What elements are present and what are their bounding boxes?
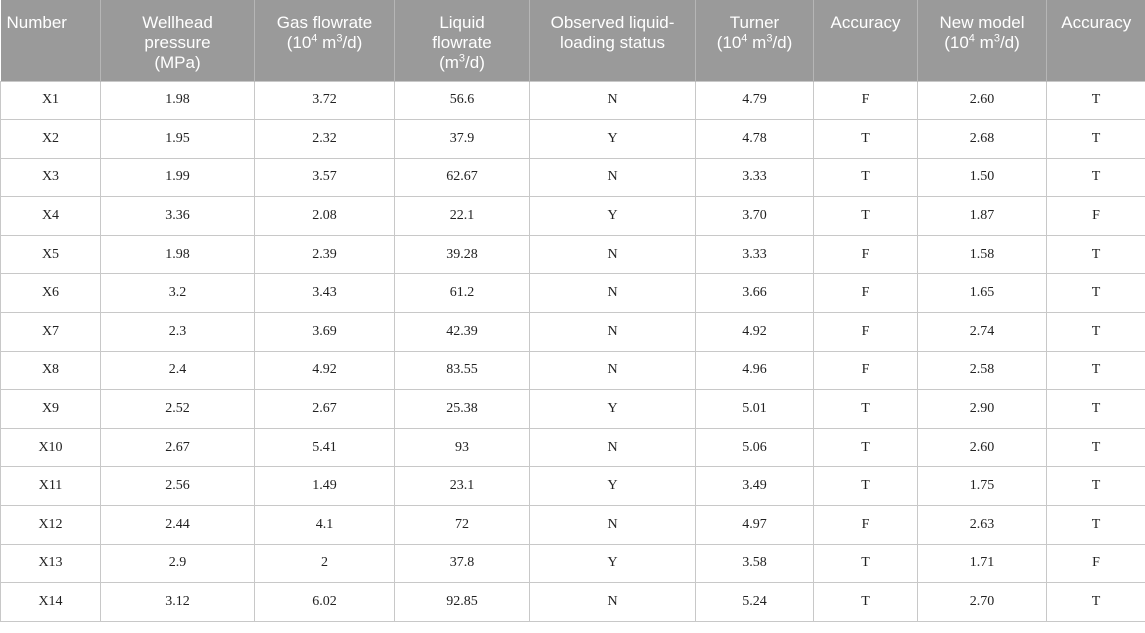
- cell-liquid-flowrate: 37.8: [395, 544, 530, 583]
- cell-new-model: 1.71: [918, 544, 1047, 583]
- cell-gas-flowrate: 2.08: [255, 197, 395, 236]
- cell-gas-flowrate: 2.32: [255, 120, 395, 159]
- cell-gas-flowrate: 5.41: [255, 428, 395, 467]
- header-row: [1, 0, 1145, 81]
- cell-wellhead-pressure: 2.3: [101, 313, 255, 352]
- cell-new-model: 2.90: [918, 390, 1047, 429]
- cell-observed-status: Y: [530, 467, 696, 506]
- cell-turner: 3.33: [696, 158, 814, 197]
- cell-new-model: 1.87: [918, 197, 1047, 236]
- cell-wellhead-pressure: 1.95: [101, 120, 255, 159]
- cell-wellhead-pressure: 1.98: [101, 235, 255, 274]
- table-row: [1, 467, 1145, 506]
- cell-new-model: 1.75: [918, 467, 1047, 506]
- cell-observed-status: N: [530, 351, 696, 390]
- cell-observed-status: Y: [530, 544, 696, 583]
- cell-accuracy-new-model: T: [1047, 390, 1145, 429]
- table-row: [1, 120, 1145, 159]
- cell-wellhead-pressure: 3.12: [101, 583, 255, 622]
- cell-accuracy-turner: T: [814, 428, 918, 467]
- cell-gas-flowrate: 3.72: [255, 81, 395, 120]
- table-row: [1, 81, 1145, 120]
- cell-observed-status: N: [530, 583, 696, 622]
- cell-liquid-flowrate: 39.28: [395, 235, 530, 274]
- cell-number: X8: [1, 351, 101, 390]
- cell-wellhead-pressure: 2.9: [101, 544, 255, 583]
- cell-number: X2: [1, 120, 101, 159]
- cell-observed-status: N: [530, 428, 696, 467]
- table-row: [1, 506, 1145, 545]
- cell-wellhead-pressure: 2.56: [101, 467, 255, 506]
- cell-number: X1: [1, 81, 101, 120]
- cell-accuracy-new-model: T: [1047, 158, 1145, 197]
- cell-accuracy-turner: F: [814, 351, 918, 390]
- cell-wellhead-pressure: 1.99: [101, 158, 255, 197]
- cell-accuracy-new-model: T: [1047, 120, 1145, 159]
- cell-turner: 5.06: [696, 428, 814, 467]
- cell-accuracy-turner: F: [814, 506, 918, 545]
- cell-liquid-flowrate: 25.38: [395, 390, 530, 429]
- table-row: [1, 351, 1145, 390]
- cell-number: X10: [1, 428, 101, 467]
- table-row: [1, 544, 1145, 583]
- cell-accuracy-turner: T: [814, 583, 918, 622]
- cell-accuracy-turner: T: [814, 467, 918, 506]
- cell-accuracy-new-model: T: [1047, 506, 1145, 545]
- cell-number: X13: [1, 544, 101, 583]
- cell-accuracy-turner: T: [814, 120, 918, 159]
- cell-number: X14: [1, 583, 101, 622]
- cell-turner: 5.24: [696, 583, 814, 622]
- cell-accuracy-turner: F: [814, 313, 918, 352]
- cell-accuracy-turner: F: [814, 274, 918, 313]
- cell-gas-flowrate: 4.92: [255, 351, 395, 390]
- cell-turner: 4.97: [696, 506, 814, 545]
- cell-gas-flowrate: 3.43: [255, 274, 395, 313]
- table-row: [1, 274, 1145, 313]
- cell-liquid-flowrate: 42.39: [395, 313, 530, 352]
- cell-number: X7: [1, 313, 101, 352]
- table-row: [1, 313, 1145, 352]
- cell-new-model: 2.70: [918, 583, 1047, 622]
- cell-turner: 4.78: [696, 120, 814, 159]
- header-gas-flowrate: Gas flowrate ($10^4$ $m^3/d$): [255, 0, 395, 81]
- cell-observed-status: N: [530, 235, 696, 274]
- table-row: [1, 197, 1145, 236]
- cell-accuracy-turner: T: [814, 390, 918, 429]
- cell-liquid-flowrate: 93: [395, 428, 530, 467]
- cell-gas-flowrate: 2.67: [255, 390, 395, 429]
- cell-turner: 3.33: [696, 235, 814, 274]
- cell-accuracy-new-model: F: [1047, 197, 1145, 236]
- cell-number: X3: [1, 158, 101, 197]
- table-row: [1, 158, 1145, 197]
- cell-liquid-flowrate: 22.1: [395, 197, 530, 236]
- cell-accuracy-new-model: T: [1047, 428, 1145, 467]
- cell-new-model: 2.68: [918, 120, 1047, 159]
- cell-wellhead-pressure: 3.2: [101, 274, 255, 313]
- cell-accuracy-turner: T: [814, 197, 918, 236]
- cell-number: X5: [1, 235, 101, 274]
- cell-number: X4: [1, 197, 101, 236]
- cell-liquid-flowrate: 83.55: [395, 351, 530, 390]
- cell-turner: 4.92: [696, 313, 814, 352]
- cell-turner: 3.49: [696, 467, 814, 506]
- header-new-model: New model ($10^4$ $m^3/d$): [918, 0, 1047, 81]
- cell-accuracy-turner: F: [814, 81, 918, 120]
- cell-observed-status: Y: [530, 197, 696, 236]
- cell-new-model: 1.58: [918, 235, 1047, 274]
- header-accuracy-turner: Accuracy: [814, 0, 918, 81]
- cell-number: X9: [1, 390, 101, 429]
- header-observed-status: Observed liquid- loading status: [530, 0, 696, 81]
- cell-accuracy-new-model: F: [1047, 544, 1145, 583]
- cell-number: X11: [1, 467, 101, 506]
- cell-accuracy-new-model: T: [1047, 235, 1145, 274]
- cell-new-model: 2.60: [918, 81, 1047, 120]
- table-row: [1, 390, 1145, 429]
- table-row: [1, 583, 1145, 622]
- cell-wellhead-pressure: 2.4: [101, 351, 255, 390]
- cell-turner: 3.58: [696, 544, 814, 583]
- header-accuracy-new-model: Accuracy: [1047, 0, 1145, 81]
- table-header: [1, 0, 1145, 81]
- cell-wellhead-pressure: 2.44: [101, 506, 255, 545]
- cell-wellhead-pressure: 2.52: [101, 390, 255, 429]
- cell-accuracy-new-model: T: [1047, 351, 1145, 390]
- cell-accuracy-new-model: T: [1047, 467, 1145, 506]
- cell-wellhead-pressure: 3.36: [101, 197, 255, 236]
- cell-liquid-flowrate: 92.85: [395, 583, 530, 622]
- cell-liquid-flowrate: 62.67: [395, 158, 530, 197]
- cell-observed-status: N: [530, 158, 696, 197]
- cell-observed-status: N: [530, 506, 696, 545]
- header-turner: Turner ($10^4$ $m^3/d$): [696, 0, 814, 81]
- cell-turner: 3.70: [696, 197, 814, 236]
- cell-gas-flowrate: 3.57: [255, 158, 395, 197]
- cell-new-model: 2.60: [918, 428, 1047, 467]
- header-wellhead-pressure: Wellhead pressure (MPa): [101, 0, 255, 81]
- cell-gas-flowrate: 2: [255, 544, 395, 583]
- cell-liquid-flowrate: 23.1: [395, 467, 530, 506]
- cell-liquid-flowrate: 72: [395, 506, 530, 545]
- cell-observed-status: N: [530, 274, 696, 313]
- cell-liquid-flowrate: 56.6: [395, 81, 530, 120]
- cell-accuracy-new-model: T: [1047, 81, 1145, 120]
- cell-accuracy-new-model: T: [1047, 583, 1145, 622]
- cell-observed-status: Y: [530, 390, 696, 429]
- cell-accuracy-new-model: T: [1047, 313, 1145, 352]
- cell-new-model: 2.58: [918, 351, 1047, 390]
- cell-gas-flowrate: 2.39: [255, 235, 395, 274]
- cell-new-model: 1.65: [918, 274, 1047, 313]
- cell-number: X12: [1, 506, 101, 545]
- cell-accuracy-new-model: T: [1047, 274, 1145, 313]
- table-row: [1, 235, 1145, 274]
- cell-new-model: 2.63: [918, 506, 1047, 545]
- cell-new-model: 1.50: [918, 158, 1047, 197]
- cell-accuracy-turner: F: [814, 235, 918, 274]
- cell-accuracy-turner: T: [814, 544, 918, 583]
- cell-turner: 5.01: [696, 390, 814, 429]
- cell-turner: 4.79: [696, 81, 814, 120]
- cell-observed-status: Y: [530, 120, 696, 159]
- cell-liquid-flowrate: 37.9: [395, 120, 530, 159]
- cell-observed-status: N: [530, 81, 696, 120]
- cell-observed-status: N: [530, 313, 696, 352]
- cell-wellhead-pressure: 1.98: [101, 81, 255, 120]
- cell-gas-flowrate: 6.02: [255, 583, 395, 622]
- cell-gas-flowrate: 1.49: [255, 467, 395, 506]
- header-number: Number: [1, 0, 101, 81]
- cell-turner: 3.66: [696, 274, 814, 313]
- cell-gas-flowrate: 3.69: [255, 313, 395, 352]
- cell-wellhead-pressure: 2.67: [101, 428, 255, 467]
- cell-accuracy-turner: T: [814, 158, 918, 197]
- table-body: [1, 81, 1145, 621]
- header-liquid-flowrate: Liquid flowrate $(m^3/d)$: [395, 0, 530, 81]
- table-row: [1, 428, 1145, 467]
- cell-turner: 4.96: [696, 351, 814, 390]
- cell-number: X6: [1, 274, 101, 313]
- cell-new-model: 2.74: [918, 313, 1047, 352]
- cell-liquid-flowrate: 61.2: [395, 274, 530, 313]
- cell-gas-flowrate: 4.1: [255, 506, 395, 545]
